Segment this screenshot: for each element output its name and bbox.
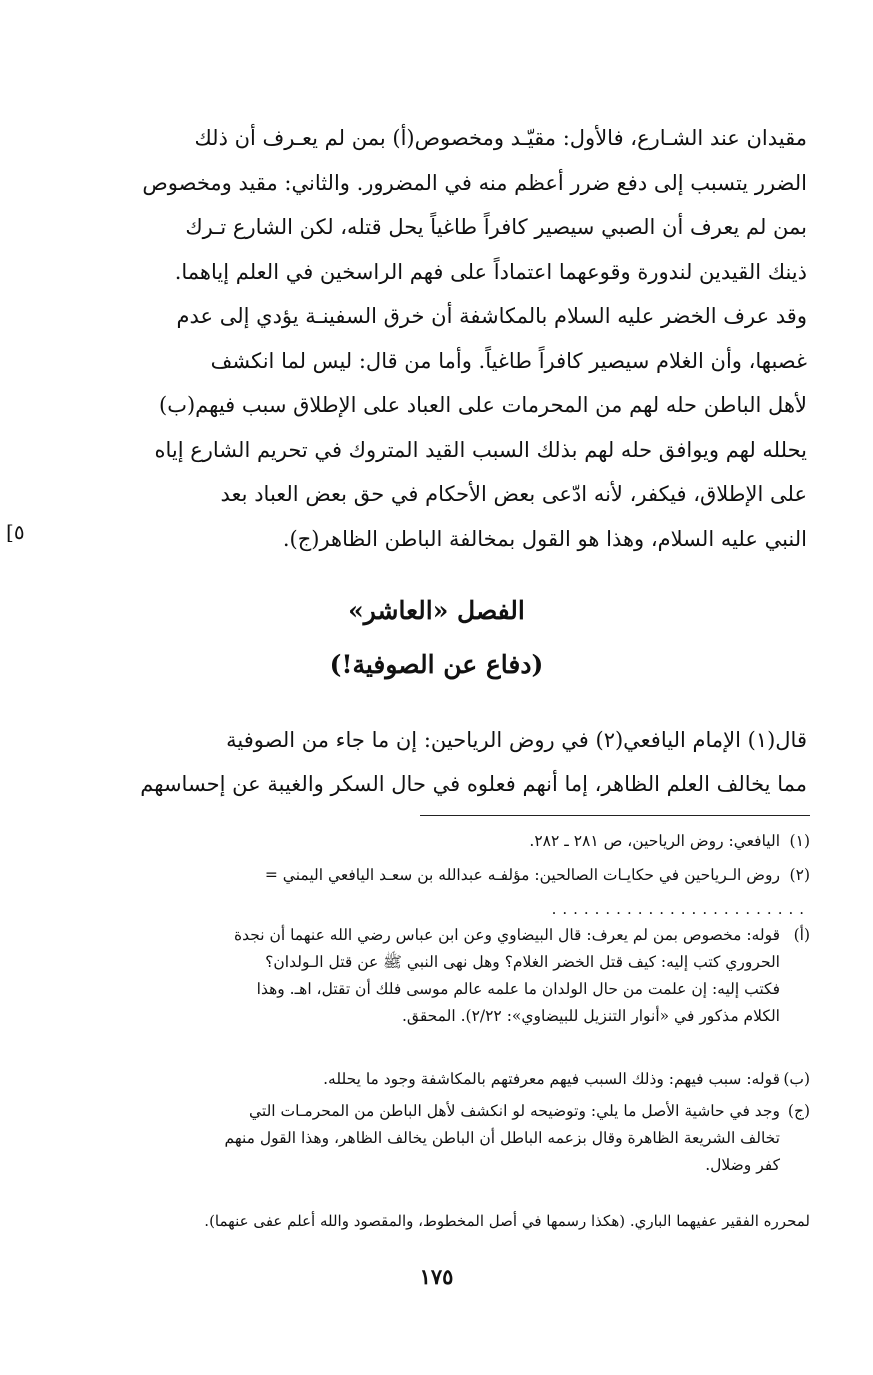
- footnote-number: (ب): [783, 1070, 810, 1088]
- second-paragraph: [82, 718, 807, 806]
- footnote-text: فكتب إليه: إن علمت من حال الولدان ما علمه عالم موسى فلك أن تقتل، اهـ. وهذا: [256, 980, 780, 998]
- body-line: مما يخالف العلم الظاهر، إما أنهم فعلوه في حال السكر والغيبة عن إحساسهم: [140, 772, 807, 796]
- body-line: قال(١) الإمام اليافعي(٢) في روض الرياحين: إن ما جاء من الصوفية: [226, 728, 807, 752]
- footnote-c-continuation: لمحرره الفقير عفيهما الباري. (هكذا رسمها في أصل المخطوط، والمقصود والله أعلم عفى عنهما).: [204, 1212, 810, 1230]
- footnote-c: [82, 1098, 810, 1179]
- body-line: النبي عليه السلام، وهذا هو القول بمخالفة الباطن الظاهر(ج).: [282, 526, 807, 551]
- footnote-number: (٢): [789, 866, 810, 884]
- footnote-text: قوله: مخصوص بمن لم يعرف: قال البيضاوي وعن ابن عباس رضي الله عنهما أن نجدة: [233, 926, 780, 944]
- chapter-subtitle: (دفاع عن الصوفية!): [329, 650, 544, 679]
- footnote-number: (أ): [793, 926, 810, 944]
- body-line: وقد عرف الخضر عليه السلام بالمكاشفة أن خرق السفينـة يؤدي إلى عدم: [176, 304, 807, 328]
- footnote-text: وجد في حاشية الأصل ما يلي: وتوضيحه لو انكشف لأهل الباطن من المحرمـات التي: [248, 1102, 780, 1120]
- margin-marker: [٥: [6, 520, 25, 544]
- footnote-number: (١): [789, 832, 810, 850]
- footnote-text: الكلام مذكور في «أنوار التنزيل للبيضاوي»: ٢/٢٢). المحقق.: [401, 1007, 780, 1025]
- footnote-text: كفر وضلال.: [705, 1156, 780, 1174]
- footnote-b: [82, 1066, 810, 1093]
- footnote-text: روض الـرياحين في حكايـات الصالحين: مؤلفـه عبدالله بن سعـد اليافعي اليمني =: [264, 866, 780, 884]
- footnote-1: [82, 828, 810, 855]
- chapter-title: الفصل «العاشر»: [348, 596, 525, 625]
- footnote-text: قوله: سبب فيهم: وذلك السبب فيهم معرفتهم بالمكاشفة وجود ما يحلله.: [323, 1070, 780, 1088]
- body-line: يحلله لهم ويوافق حله لهم بذلك السبب القيد المتروك في تحريم الشارع إياه: [154, 437, 807, 462]
- body-line: على الإطلاق، فيكفر، لأنه ادّعى بعض الأحكام في حق بعض العباد بعد: [220, 482, 807, 506]
- footnote-text: الحروري كتب إليه: كيف قتل الخضر الغلام؟ وهل نهى النبي ﷺ عن قتل الـولدان؟: [265, 953, 780, 971]
- footnote-continuation-dots: ........................: [551, 900, 810, 918]
- footnote-separator: [420, 815, 810, 816]
- footnote-text: اليافعي: روض الرياحين، ص ٢٨١ ـ ٢٨٢.: [529, 832, 780, 850]
- footnote-number: (ج): [787, 1102, 810, 1120]
- body-line: الضرر يتسبب إلى دفع ضرر أعظم منه في المضرور. والثاني: مقيد ومخصوص: [142, 170, 807, 195]
- footnote-2: [82, 862, 810, 889]
- body-line: مقيدان عند الشـارع، فالأول: مقيّـد ومخصوص(أ) بمن لم يعـرف أن ذلك: [194, 126, 807, 150]
- page-number: ١٧٥: [419, 1264, 454, 1289]
- body-line: بمن لم يعرف أن الصبي سيصير كافراً طاغياً يحل قتله، لكن الشارع تـرك: [185, 215, 807, 239]
- main-paragraph: [82, 116, 807, 561]
- body-line: لأهل الباطن حله لهم من المحرمات على العباد على الإطلاق سبب فيهم(ب): [159, 393, 807, 417]
- body-line: ذينك القيدين لندورة وقوعهما اعتماداً على فهم الراسخين في العلم إياهما.: [174, 259, 807, 284]
- footnote-text: تخالف الشريعة الظاهرة وقال بزعمه الباطل أن الباطن يخالف الظاهر، وهذا القول منهم: [224, 1129, 780, 1147]
- body-line: غصبها، وأن الغلام سيصير كافراً طاغياً. وأما من قال: ليس لما انكشف: [210, 348, 807, 373]
- footnote-a: [82, 922, 810, 1030]
